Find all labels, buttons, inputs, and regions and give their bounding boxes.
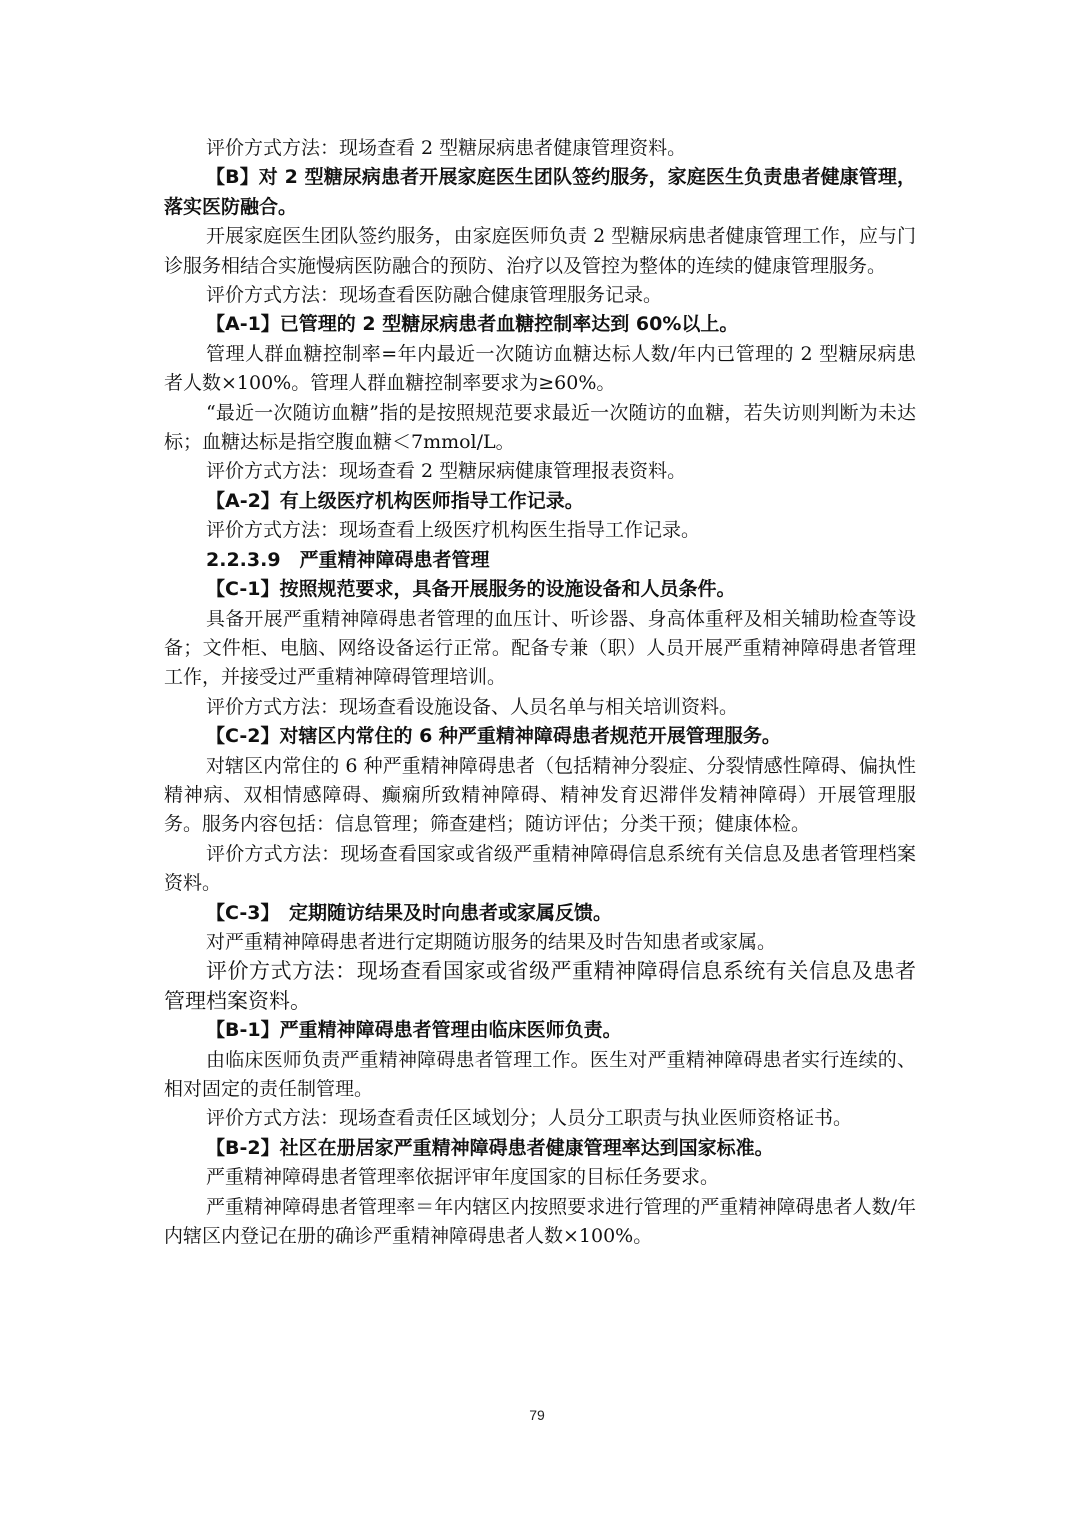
page-body [164,134,916,1251]
section-heading: 【A-1】已管理的 2 型糖尿病患者血糖控制率达到 60%以上。 [206,313,739,336]
section-heading: 【B-1】严重精神障碍患者管理由临床医师负责。 [206,1019,622,1042]
paragraph: 具备开展严重精神障碍患者管理的血压计、听诊器、身高体重秤及相关辅助检查等设备；文件柜、电脑、网络设备运行正常。配备专兼（职）人员开展严重精神障碍患者管理工作，并接受过严重精神障碍管理培训。 [164,607,916,689]
section-heading: 【B-2】社区在册居家严重精神障碍患者健康管理率达到国家标准。 [206,1136,774,1159]
paragraph: 评价方式方法：现场查看国家或省级严重精神障碍信息系统有关信息及患者管理档案资料。 [164,842,916,895]
paragraph: 开展家庭医生团队签约服务，由家庭医师负责 2 型糖尿病患者健康管理工作，应与门诊服务相结合实施慢病医防融合的预防、治疗以及管控为整体的连续的健康管理服务。 [164,225,916,277]
paragraph: 评价方式方法：现场查看上级医疗机构医生指导工作记录。 [206,519,701,542]
paragraph: 管理人群血糖控制率=年内最近一次随访血糖达标人数/年内已管理的 2 型糖尿病患者人数×100%。管理人群血糖控制率要求为≥60%。 [164,342,916,395]
paragraph: 对辖区内常住的 6 种严重精神障碍患者（包括精神分裂症、分裂情感性障碍、偏执性精神病、双相情感障碍、癫痫所致精神障碍、精神发育迟滞伴发精神障碍）开展管理服务。服务内容包括：信息管理；筛查建档；随访评估；分类干预；健康体检。 [164,754,916,836]
paragraph: 评价方式方法：现场查看 2 型糖尿病患者健康管理资料。 [206,137,687,159]
paragraph: 对严重精神障碍患者进行定期随访服务的结果及时告知患者或家属。 [206,930,777,953]
paragraph: 评价方式方法：现场查看责任区域划分；人员分工职责与执业医师资格证书。 [206,1107,853,1130]
paragraph: 评价方式方法：现场查看医防融合健康管理服务记录。 [206,284,663,307]
section-heading: 【A-2】有上级医疗机构医师指导工作记录。 [206,489,584,512]
paragraph: “最近一次随访血糖”指的是按照规范要求最近一次随访的血糖，若失访则判断为未达标；血糖达标是指空腹血糖＜7mmol/L。 [164,401,916,454]
page-number: 79 [529,1407,545,1423]
section-heading: 【C-2】对辖区内常住的 6 种严重精神障碍患者规范开展管理服务。 [206,725,781,748]
paragraph: 评价方式方法：现场查看国家或省级严重精神障碍信息系统有关信息及患者管理档案资料。 [164,959,916,1013]
subsection-title: 2.2.3.9 严重精神障碍患者管理 [206,548,490,571]
paragraph: 评价方式方法：现场查看设施设备、人员名单与相关培训资料。 [206,695,739,718]
paragraph: 严重精神障碍患者管理率＝年内辖区内按照要求进行管理的严重精神障碍患者人数/年内辖区内登记在册的确诊严重精神障碍患者人数×100%。 [164,1195,916,1248]
section-heading: 【C-1】按照规范要求，具备开展服务的设施设备和人员条件。 [206,578,736,601]
paragraph: 由临床医师负责严重精神障碍患者管理工作。医生对严重精神障碍患者实行连续的、相对固定的责任制管理。 [164,1048,916,1100]
section-heading: 【C-3】 定期随访结果及时向患者或家属反馈。 [206,901,612,924]
paragraph: 评价方式方法：现场查看 2 型糖尿病健康管理报表资料。 [206,460,687,483]
section-heading: 【B】对 2 型糖尿病患者开展家庭医生团队签约服务，家庭医生负责患者健康管理，落实医防融合。 [164,166,916,218]
paragraph: 严重精神障碍患者管理率依据评审年度国家的目标任务要求。 [206,1166,720,1189]
